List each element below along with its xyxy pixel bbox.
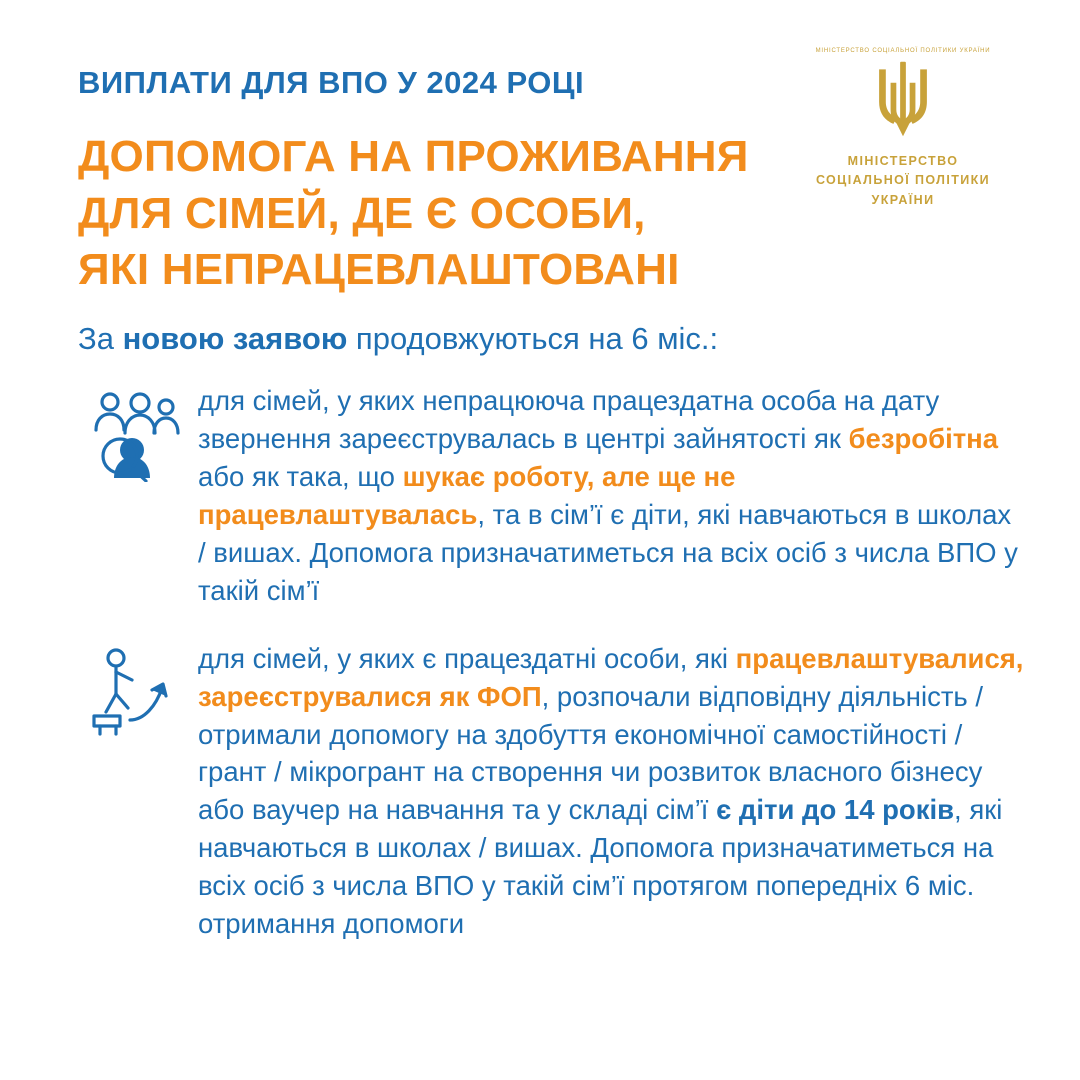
lead-before: За — [78, 321, 123, 356]
ministry-name-line-1: МІНІСТЕРСТВО — [847, 154, 959, 168]
emblem-micro-text: МІНІСТЕРСТВО СОЦІАЛЬНОЇ ПОЛІТИКИ УКРАЇНИ — [815, 48, 991, 54]
ministry-name-line-3: УКРАЇНИ — [871, 192, 935, 207]
item-1-seg-4: , та в сім’ї є діти, які навчаються в школах / вишах. Допомога призначатиметься на всіх осіб з числа ВПО у такій сім’ї — [198, 498, 1018, 606]
page-kicker: ВИПЛАТИ ДЛЯ ВПО У 2024 РОЦІ — [78, 65, 585, 100]
item-1-seg-0: для сімей, у яких непрацююча працездатна особа на дату звернення зареєструвалась в центрі зайнятості як — [198, 385, 940, 454]
item-1-seg-1: безробітна — [848, 422, 999, 454]
item-2-seg-3: є діти до 14 років — [716, 794, 955, 826]
item-text — [198, 382, 1034, 610]
page-title-line-2: ДЛЯ СІМЕЙ, ДЕ Є ОСОБИ, — [78, 188, 646, 238]
lead-after: продовжуються на 6 міс.: — [347, 321, 719, 356]
item-text — [198, 640, 1034, 944]
item-1-seg-3: шукає роботу, але ще не працевлаштувалась — [198, 460, 736, 530]
lead-sentence — [78, 318, 1020, 360]
page-title-line-1: ДОПОМОГА НА ПРОЖИВАННЯ — [78, 132, 749, 182]
ministry-emblem-block — [788, 48, 1018, 210]
person-growth-arrow-icon — [78, 640, 198, 740]
item-2-seg-1: працевлаштувалися, зареєструвалися як ФОП — [198, 642, 1024, 712]
people-search-icon — [78, 382, 198, 482]
item-1-seg-2: або як така, що — [198, 460, 403, 492]
item-2-seg-4: , які навчаються в школах / вишах. Допомога призначатиметься на всіх осіб з числа ВПО у такій сім’ї протягом попередніх 6 міс. отримання допомоги — [198, 794, 1003, 940]
ministry-name — [788, 152, 1018, 210]
lead-bold: новою заявою — [122, 321, 348, 356]
items-list — [78, 382, 1034, 973]
page-title — [78, 129, 858, 298]
item-2-seg-0: для сімей, у яких є працездатні особи, які — [198, 642, 736, 674]
page-title-line-3: ЯКІ НЕПРАЦЕВЛАШТОВАНІ — [78, 244, 680, 294]
item-2-seg-2: , розпочали відповідну діяльність / отримали допомогу на здобуття економічної самостійності / грант / мікрогрант на створення чи розвиток власного бізнесу або ваучер на навчання та у складі сім’ї — [198, 680, 984, 826]
list-item — [78, 640, 1034, 944]
ministry-name-line-2: СОЦІАЛЬНОЇ ПОЛІТИКИ — [815, 173, 991, 188]
list-item — [78, 382, 1034, 610]
ukraine-trident-emblem-icon — [866, 56, 940, 142]
